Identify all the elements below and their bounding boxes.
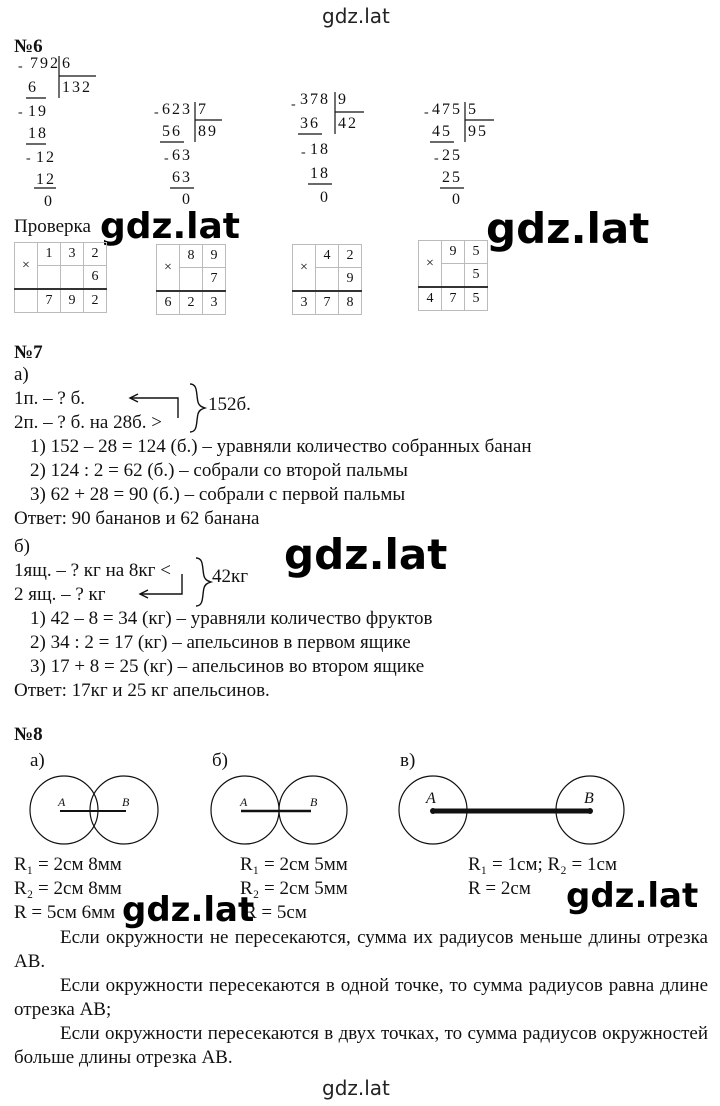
digit: 3 [293, 291, 316, 315]
digit: 7 [203, 268, 226, 292]
subtrahend: 63 [172, 169, 192, 186]
task8-title: №8 [14, 724, 43, 745]
digit: 9 [61, 289, 84, 313]
subtrahend: 25 [442, 169, 462, 186]
point-b-label: B [584, 790, 594, 807]
total-label: 42кг [212, 566, 249, 587]
solution-step: 1) 152 – 28 = 124 (б.) – уравняли количество собранных банан [30, 436, 532, 457]
digit: 9 [203, 245, 226, 268]
subtrahend: 6 [28, 79, 38, 96]
digit: 6 [84, 266, 107, 290]
svg-text:-: - [26, 151, 31, 166]
svg-text:-: - [154, 105, 159, 120]
divisor: 6 [62, 55, 72, 72]
remainder: 63 [172, 147, 192, 164]
svg-text:-: - [18, 105, 23, 120]
remainder: 0 [182, 191, 192, 208]
solution-step: 3) 17 + 8 = 25 (кг) – апельсинов во втором ящике [30, 656, 425, 677]
point-a-label: A [58, 795, 66, 809]
quotient: 42 [338, 115, 358, 132]
watermark-top: gdz.lat [322, 4, 390, 28]
svg-text:-: - [291, 97, 296, 112]
remainder: 12 [36, 149, 56, 166]
svg-text:-: - [424, 105, 429, 120]
condition-line-2: 2п. – ? б. на 28б. > [14, 412, 163, 433]
radius-b2: R₂ = 2см 5мм [240, 878, 348, 899]
point-a-label: A [240, 795, 248, 809]
digit: 8 [339, 291, 362, 315]
dividend: 475 [432, 101, 462, 118]
digit: 2 [84, 289, 107, 313]
digit: 5 [465, 241, 488, 264]
subtrahend: 12 [36, 171, 56, 188]
watermark-bottom: gdz.lat [322, 1076, 390, 1100]
quotient: 89 [198, 123, 218, 140]
point-b-label: B [310, 795, 318, 809]
watermark-big-3: gdz.lat [284, 530, 448, 579]
remainder: 0 [320, 189, 330, 206]
digit: 7 [38, 289, 61, 313]
length-a: R = 5см 6мм [14, 902, 116, 923]
digit: 5 [465, 264, 488, 288]
remainder: 0 [452, 191, 462, 208]
times-sign: × [15, 243, 38, 290]
solution-step: 3) 62 + 28 = 90 (б.) – собрали с первой пальмы [30, 484, 406, 505]
digit: 8 [180, 245, 203, 268]
times-sign: × [419, 241, 442, 288]
conclusion-paragraph-1: Если окружности не пересекаются, сумма их радиусов меньше длины отрезка AB. [14, 927, 708, 972]
remainder: 19 [28, 103, 48, 120]
dividend: 792 [30, 55, 60, 72]
digit: 5 [465, 287, 488, 311]
watermark-big-4: gdz.lat [122, 890, 255, 930]
subtrahend: 18 [28, 125, 48, 142]
solution-step: 2) 124 : 2 = 62 (б.) – собрали со второй пальмы [30, 460, 408, 481]
task7-title: №7 [14, 342, 43, 363]
check-label: Проверка [14, 216, 91, 237]
digit: 4 [419, 287, 442, 311]
svg-text:-: - [434, 151, 439, 166]
digit: 7 [442, 287, 465, 311]
remainder: 18 [310, 141, 330, 158]
answer: Ответ: 90 бананов и 62 банана [14, 508, 260, 529]
digit: 9 [339, 268, 362, 292]
point-b-label: B [122, 795, 130, 809]
conclusion-paragraph-3: Если окружности пересекаются в двух точках, то сумма радиусов окружностей больше длины отрезка AB. [14, 1023, 708, 1068]
solution-step: 2) 34 : 2 = 17 (кг) – апельсинов в первом ящике [30, 632, 411, 653]
divisor: 5 [468, 101, 478, 118]
conclusion-paragraph-2: Если окружности пересекаются в одной точке, то сумма радиусов равна длине отрезка AB; [14, 975, 708, 1020]
digit: 7 [316, 291, 339, 315]
digit: 2 [180, 291, 203, 315]
digit: 3 [203, 291, 226, 315]
point-a-label: A [426, 790, 436, 807]
radius-a1: R₁ = 2см 8мм [14, 854, 122, 875]
times-sign: × [157, 245, 180, 292]
digit: 9 [442, 241, 465, 264]
quotient: 132 [62, 79, 92, 96]
figure-a-label: а) [30, 750, 45, 771]
condition-line-1: 1п. – ? б. [14, 388, 86, 409]
quotient: 95 [468, 123, 488, 140]
condition-line-2: 2 ящ. – ? кг [14, 584, 106, 605]
radius-c: R₁ = 1см; R₂ = 1см [468, 854, 617, 875]
watermark-big-1: gdz.lat [100, 206, 241, 247]
subtrahend: 18 [310, 165, 330, 182]
digit: 2 [339, 245, 362, 268]
divisor: 7 [198, 101, 208, 118]
part-a-label: а) [14, 364, 29, 385]
length-c: R = 2см [468, 878, 531, 899]
dividend: 378 [300, 91, 330, 108]
digit: 1 [38, 243, 61, 266]
length-b: R = 5см [244, 902, 307, 923]
subtrahend: 45 [432, 123, 452, 140]
svg-text:-: - [18, 59, 23, 74]
digit: 2 [84, 243, 107, 266]
answer: Ответ: 17кг и 25 кг апельсинов. [14, 680, 270, 701]
svg-text:-: - [164, 151, 169, 166]
subtrahend: 56 [162, 123, 182, 140]
condition-line-1: 1ящ. – ? кг на 8кг < [14, 560, 171, 581]
solution-step: 1) 42 – 8 = 34 (кг) – уравняли количество фруктов [30, 608, 433, 629]
watermark-big-2: gdz.lat [486, 204, 650, 253]
figure-c-label: в) [400, 750, 416, 771]
digit: 6 [157, 291, 180, 315]
remainder: 25 [442, 147, 462, 164]
total-label: 152б. [208, 394, 251, 415]
remainder: 0 [44, 193, 54, 210]
subtrahend: 36 [300, 115, 320, 132]
dividend: 623 [162, 101, 192, 118]
divisor: 9 [338, 91, 348, 108]
task6-title: №6 [14, 36, 43, 57]
times-sign: × [293, 245, 316, 292]
part-b-label: б) [14, 536, 30, 557]
figure-b-label: б) [212, 750, 228, 771]
watermark-big-5: gdz.lat [566, 876, 699, 916]
svg-text:-: - [301, 145, 306, 160]
digit: 3 [61, 243, 84, 266]
radius-b1: R₁ = 2см 5мм [240, 854, 348, 875]
radius-a2: R₂ = 2см 8мм [14, 878, 122, 899]
digit: 4 [316, 245, 339, 268]
